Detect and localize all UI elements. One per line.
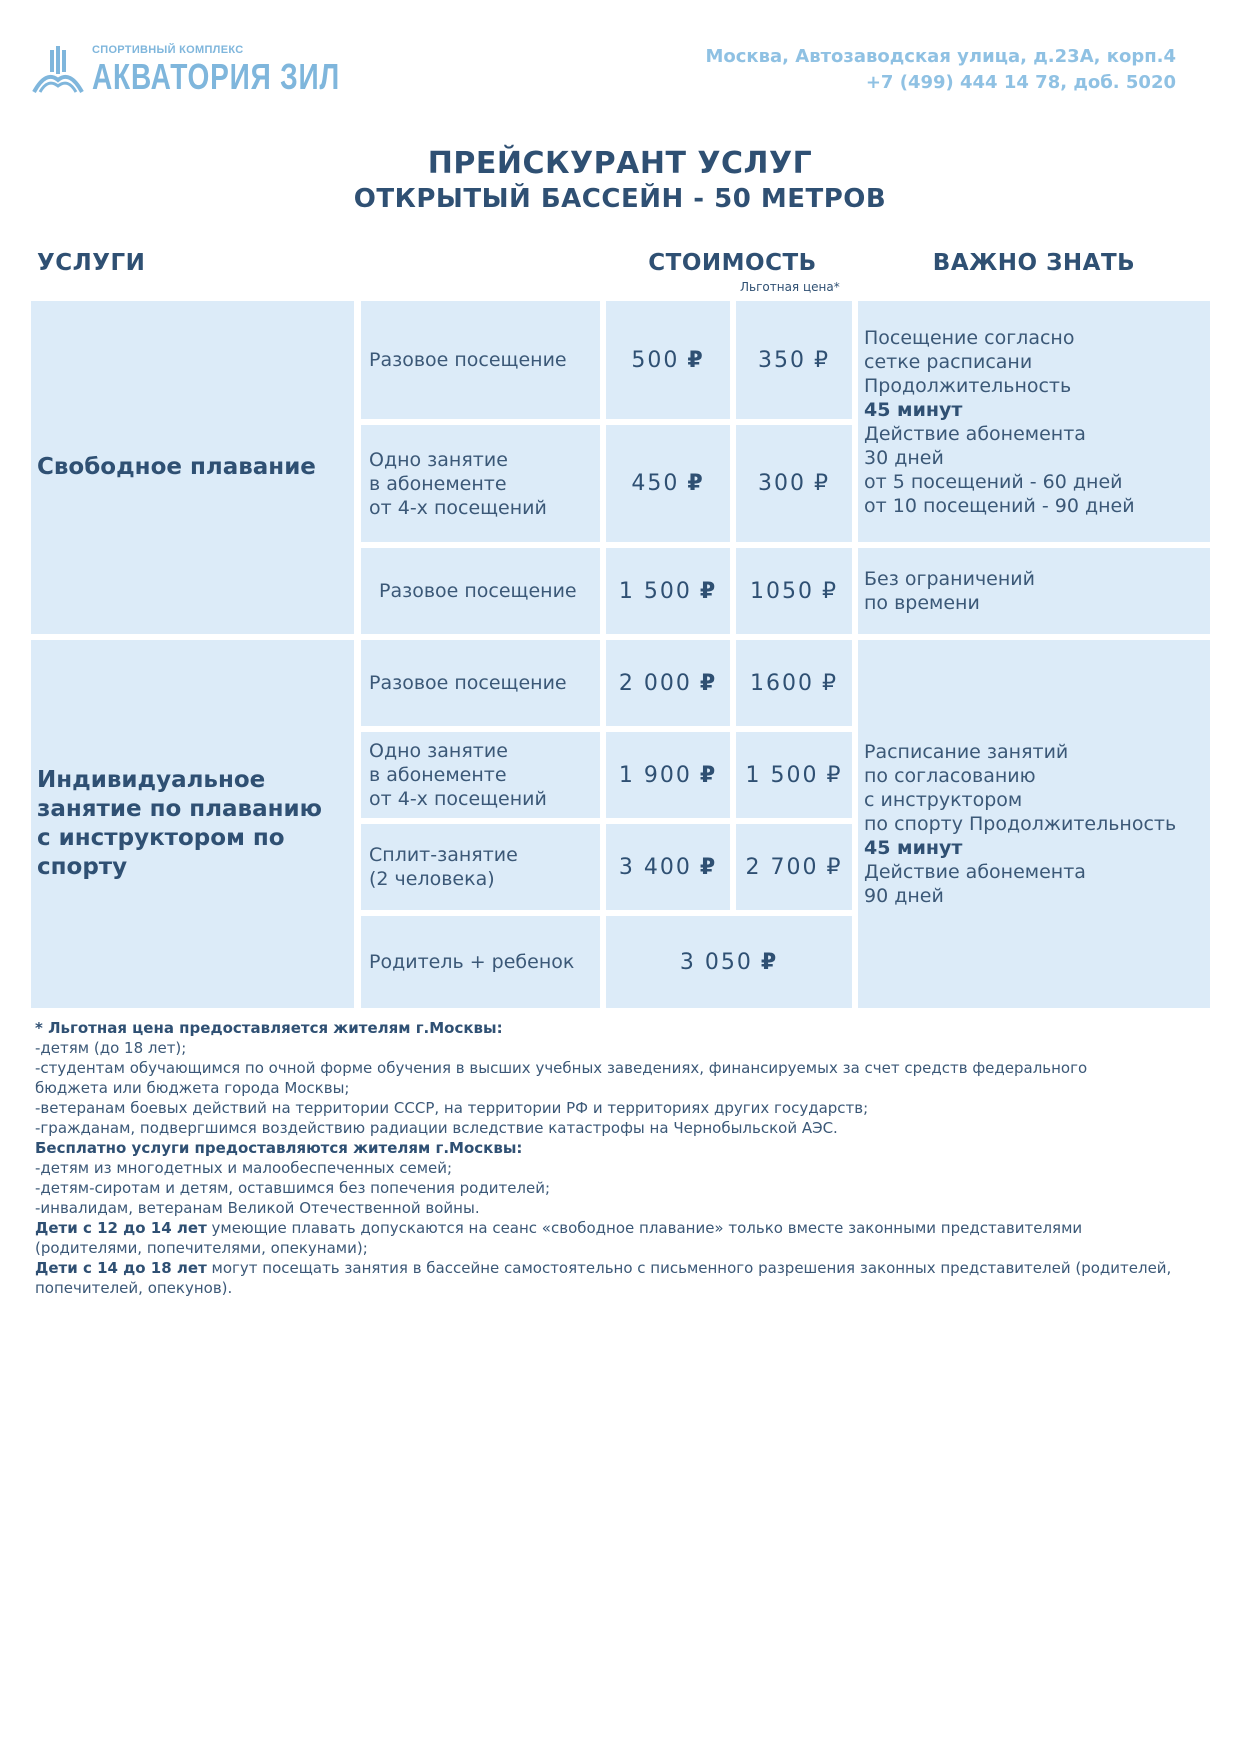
info-line: по времени (864, 592, 980, 614)
ruble-icon: ₽ (699, 762, 718, 788)
info-line: Без ограничений (864, 568, 1035, 590)
discount-price-cell (736, 732, 852, 818)
price-cell (606, 640, 730, 726)
info-cell (858, 640, 1210, 1008)
ruble-icon: ₽ (814, 347, 830, 373)
service-cell: Разовое посещение (361, 548, 600, 634)
discount-price-value: 300 (758, 471, 806, 496)
kids-12-14-text: умеющие плавать допускаются на сеанс «свободное плавание» только вместе законными представителями (206, 1219, 1083, 1237)
service-cell: Разовое посещение (361, 301, 600, 419)
info-line: Посещение согласно (864, 326, 1075, 349)
free-title: Бесплатно услуги предоставляются жителям г.Москвы: (35, 1139, 523, 1157)
price-value: 500 (631, 347, 680, 373)
ruble-icon: ₽ (760, 949, 779, 975)
group-name-individual-lesson: Индивидуальное занятие по плаванию с инструктором по спорту (31, 640, 354, 1008)
kids-14-18-text-cont: попечителей, опекунов). (35, 1279, 233, 1297)
price-value: 3 050 (679, 949, 753, 975)
ruble-icon: ₽ (814, 471, 830, 496)
info-line: по согласованию (864, 765, 1036, 787)
footer-notes (35, 1018, 1205, 1298)
info-line: по спорту Продолжительность (864, 813, 1177, 835)
info-line: Действие абонемента (864, 861, 1086, 883)
price-value: 3 400 (618, 854, 692, 880)
price-cell (606, 916, 852, 1008)
ruble-icon: ₽ (687, 347, 705, 373)
free-item: -детям-сиротам и детям, оставшимся без попечения родителей; (35, 1179, 551, 1197)
price-cell (606, 824, 730, 910)
service-cell: Сплит-занятие (2 человека) (361, 824, 600, 910)
info-line: 90 дней (864, 885, 944, 907)
service-cell: Разовое посещение (361, 640, 600, 726)
info-line: Действие абонемента (864, 422, 1086, 445)
page-title: ПРЕЙСКУРАНТ УСЛУГ (427, 146, 813, 181)
kids-14-18-rule (35, 1258, 1205, 1278)
price-value: 450 (631, 471, 680, 496)
ruble-icon: ₽ (687, 471, 705, 496)
discount-price-cell (736, 824, 852, 910)
price-value: 1 900 (618, 762, 692, 788)
kids-12-14-rule (35, 1218, 1205, 1238)
discount-item: -детям (до 18 лет); (35, 1039, 187, 1057)
ruble-icon: ₽ (826, 854, 843, 880)
column-header-services: УСЛУГИ (37, 250, 146, 276)
page-subtitle: ОТКРЫТЫЙ БАССЕЙН - 50 МЕТРОВ (353, 184, 887, 214)
discount-price-cell (736, 548, 852, 634)
discount-price-value: 1 500 (745, 762, 819, 788)
info-line-duration: 45 минут (864, 398, 963, 421)
info-line: с инструктором (864, 789, 1023, 811)
group-name-free-swim: Свободное плавание (31, 301, 354, 634)
address: Москва, Автозаводская улица, д.23А, корп.4 (705, 46, 1176, 67)
waves-logo-icon (32, 44, 84, 96)
ruble-icon: ₽ (699, 854, 718, 880)
phone: +7 (499) 444 14 78, доб. 5020 (865, 72, 1176, 93)
ruble-icon: ₽ (699, 670, 718, 696)
discount-item: -ветеранам боевых действий на территории СССР, на территории РФ и территориях других государств; (35, 1099, 869, 1117)
logo-name: АКВАТОРИЯ ЗИЛ (92, 56, 340, 97)
info-line: сетке расписани (864, 350, 1033, 373)
discount-item: -студентам обучающимся по очной форме обучения в высших учебных заведениях, финансируемых за счет средств федерального (35, 1059, 1088, 1077)
kids-14-18-text: могут посещать занятия в бассейне самостоятельно с письменного разрешения законных представителей (родителей, (206, 1259, 1172, 1277)
ruble-icon: ₽ (822, 670, 838, 696)
info-line: Расписание занятий (864, 741, 1069, 763)
info-line: 30 дней (864, 446, 944, 469)
info-cell (858, 548, 1210, 634)
price-cell (606, 732, 730, 818)
discount-price-value: 2 700 (745, 854, 819, 880)
column-header-cost: СТОИМОСТЬ (648, 250, 817, 276)
discount-price-cell (736, 425, 852, 542)
discount-price-cell (736, 640, 852, 726)
info-line-duration: 45 минут (864, 837, 963, 859)
price-cell (606, 301, 730, 419)
info-line: от 5 посещений - 60 дней (864, 470, 1123, 493)
logo (32, 44, 340, 100)
price-value: 1 500 (618, 578, 692, 604)
discount-price-value: 1600 (750, 670, 814, 696)
price-cell (606, 425, 730, 542)
kids-14-18-label: Дети с 14 до 18 лет (35, 1259, 207, 1277)
info-line: Продолжительность (864, 374, 1072, 397)
discount-title: * Льготная цена предоставляется жителям г.Москвы: (35, 1019, 503, 1037)
discount-price-value: 1050 (750, 578, 814, 604)
service-cell: Одно занятие в абонементе от 4-х посещений (361, 425, 600, 542)
discount-item: -гражданам, подвергшимся воздействию радиации вследствие катастрофы на Чернобыльской АЭС. (35, 1119, 838, 1137)
price-cell (606, 548, 730, 634)
kids-12-14-text-cont: (родителями, попечителями, опекунами); (35, 1239, 368, 1257)
discount-price-cell (736, 301, 852, 419)
discount-price-note: Льготная цена* (740, 280, 840, 294)
info-cell (858, 301, 1210, 542)
ruble-icon: ₽ (699, 578, 718, 604)
service-cell: Родитель + ребенок (361, 916, 600, 1008)
kids-12-14-label: Дети с 12 до 14 лет (35, 1219, 207, 1237)
info-line: от 10 посещений - 90 дней (864, 494, 1135, 517)
discount-price-value: 350 (758, 347, 806, 373)
contacts (705, 44, 1176, 96)
logo-subtitle: СПОРТИВНЫЙ КОМПЛЕКС (92, 44, 244, 56)
service-cell: Одно занятие в абонементе от 4-х посещений (361, 732, 600, 818)
price-value: 2 000 (618, 670, 692, 696)
free-item: -инвалидам, ветеранам Великой Отечественной войны. (35, 1199, 480, 1217)
free-item: -детям из многодетных и малообеспеченных семей; (35, 1159, 453, 1177)
column-header-info: ВАЖНО ЗНАТЬ (932, 250, 1136, 276)
ruble-icon: ₽ (822, 578, 838, 604)
ruble-icon: ₽ (826, 762, 843, 788)
discount-item: бюджета или бюджета города Москвы; (35, 1079, 350, 1097)
